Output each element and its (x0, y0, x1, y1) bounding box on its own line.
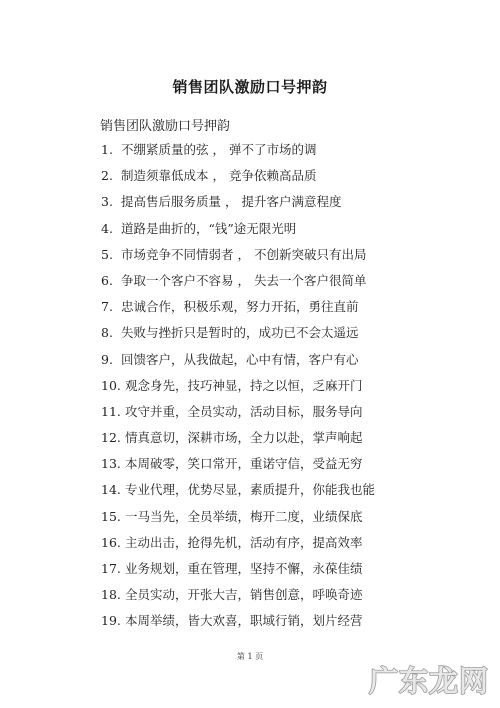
document-title: 销售团队激励口号押韵 (172, 78, 328, 96)
item-text: 本周破零，笑口常开，重诺守信，受益无穷 (125, 456, 363, 472)
item-number: 9. (101, 351, 113, 367)
item-text: 制造须靠低成本 ， 竞争依赖高品质 (121, 168, 317, 184)
item-number: 10. (101, 377, 121, 393)
list-item (101, 481, 441, 507)
item-text: 争取一个客户不容易 ， 失去一个客户很简单 (121, 272, 367, 288)
item-text: 一马当先，全员举绩，梅开二度，业绩保底 (125, 508, 363, 524)
item-number: 12. (101, 430, 121, 446)
item-number: 5. (101, 246, 113, 262)
list-item (101, 612, 441, 638)
watermark-text: 广东龙网 (369, 664, 490, 698)
list-item (101, 455, 441, 481)
item-text: 提高售后服务质量 ， 提升客户满意程度 (121, 194, 342, 210)
item-number: 2. (101, 168, 113, 184)
watermark-logo (365, 655, 500, 701)
page-number: 第 1 页 (236, 652, 264, 661)
item-text: 专业代理，优势尽显，素质提升，你能我也能 (125, 482, 376, 498)
item-number: 13. (101, 456, 121, 472)
list-item (101, 298, 441, 324)
item-number: 8. (101, 325, 113, 341)
item-number: 19. (101, 613, 121, 629)
item-number: 16. (101, 534, 121, 550)
list-item (101, 586, 441, 612)
item-number: 3. (101, 194, 113, 210)
list-item (101, 193, 441, 219)
item-text: 情真意切，深耕市场，全力以赴，掌声响起 (125, 430, 363, 446)
item-number: 14. (101, 482, 121, 498)
list-item (101, 560, 441, 586)
item-number: 6. (101, 272, 113, 288)
item-number: 17. (101, 561, 121, 576)
item-text: 业务规划，重在管理，坚持不懈，永葆佳绩 (125, 561, 363, 576)
item-text: 本周举绩，皆大欢喜，职域行销，划片经营 (125, 613, 363, 629)
section-heading: 销售团队激励口号押韵 (100, 119, 231, 134)
list-item (101, 324, 441, 350)
list-item (101, 377, 441, 403)
item-number: 7. (101, 299, 113, 315)
item-number: 15. (101, 508, 121, 524)
item-text: 失败与挫折只是暂时的，成功已不会太遥远 (121, 325, 359, 341)
list-item (101, 141, 441, 167)
list-item (101, 220, 441, 246)
item-text: 市场竞争不同情弱者 ， 不创新突破只有出局 (121, 246, 367, 262)
item-text: 不绷紧质量的弦 ， 弹不了市场的调 (121, 142, 317, 157)
list-item (101, 534, 441, 560)
list-item (101, 272, 441, 298)
list-item (101, 246, 441, 272)
list-item (101, 429, 441, 455)
list-item (101, 167, 441, 193)
slogan-list (101, 141, 441, 639)
item-number: 1. (101, 142, 113, 157)
item-text: 忠诚合作，积极乐观，努力开拓，勇往直前 (121, 299, 359, 315)
item-text: 主动出击，抢得先机，活动有序，提高效率 (125, 534, 363, 550)
list-item (101, 403, 441, 429)
item-number: 4. (101, 220, 113, 236)
item-text: 道路是曲折的，“钱”途无限光明 (121, 220, 297, 236)
item-text: 攻守并重，全员实动，活动目标，服务导向 (125, 403, 363, 419)
list-item (101, 508, 441, 534)
item-number: 18. (101, 587, 121, 603)
list-item (101, 351, 441, 377)
item-number: 11. (101, 403, 121, 419)
item-text: 观念身先，技巧神显，持之以恒，乏麻开门 (125, 377, 363, 393)
item-text: 全员实动，开张大吉，销售创意，呼唤奇迹 (125, 587, 363, 603)
item-text: 回馈客户，从我做起，心中有情，客户有心 (121, 351, 359, 367)
